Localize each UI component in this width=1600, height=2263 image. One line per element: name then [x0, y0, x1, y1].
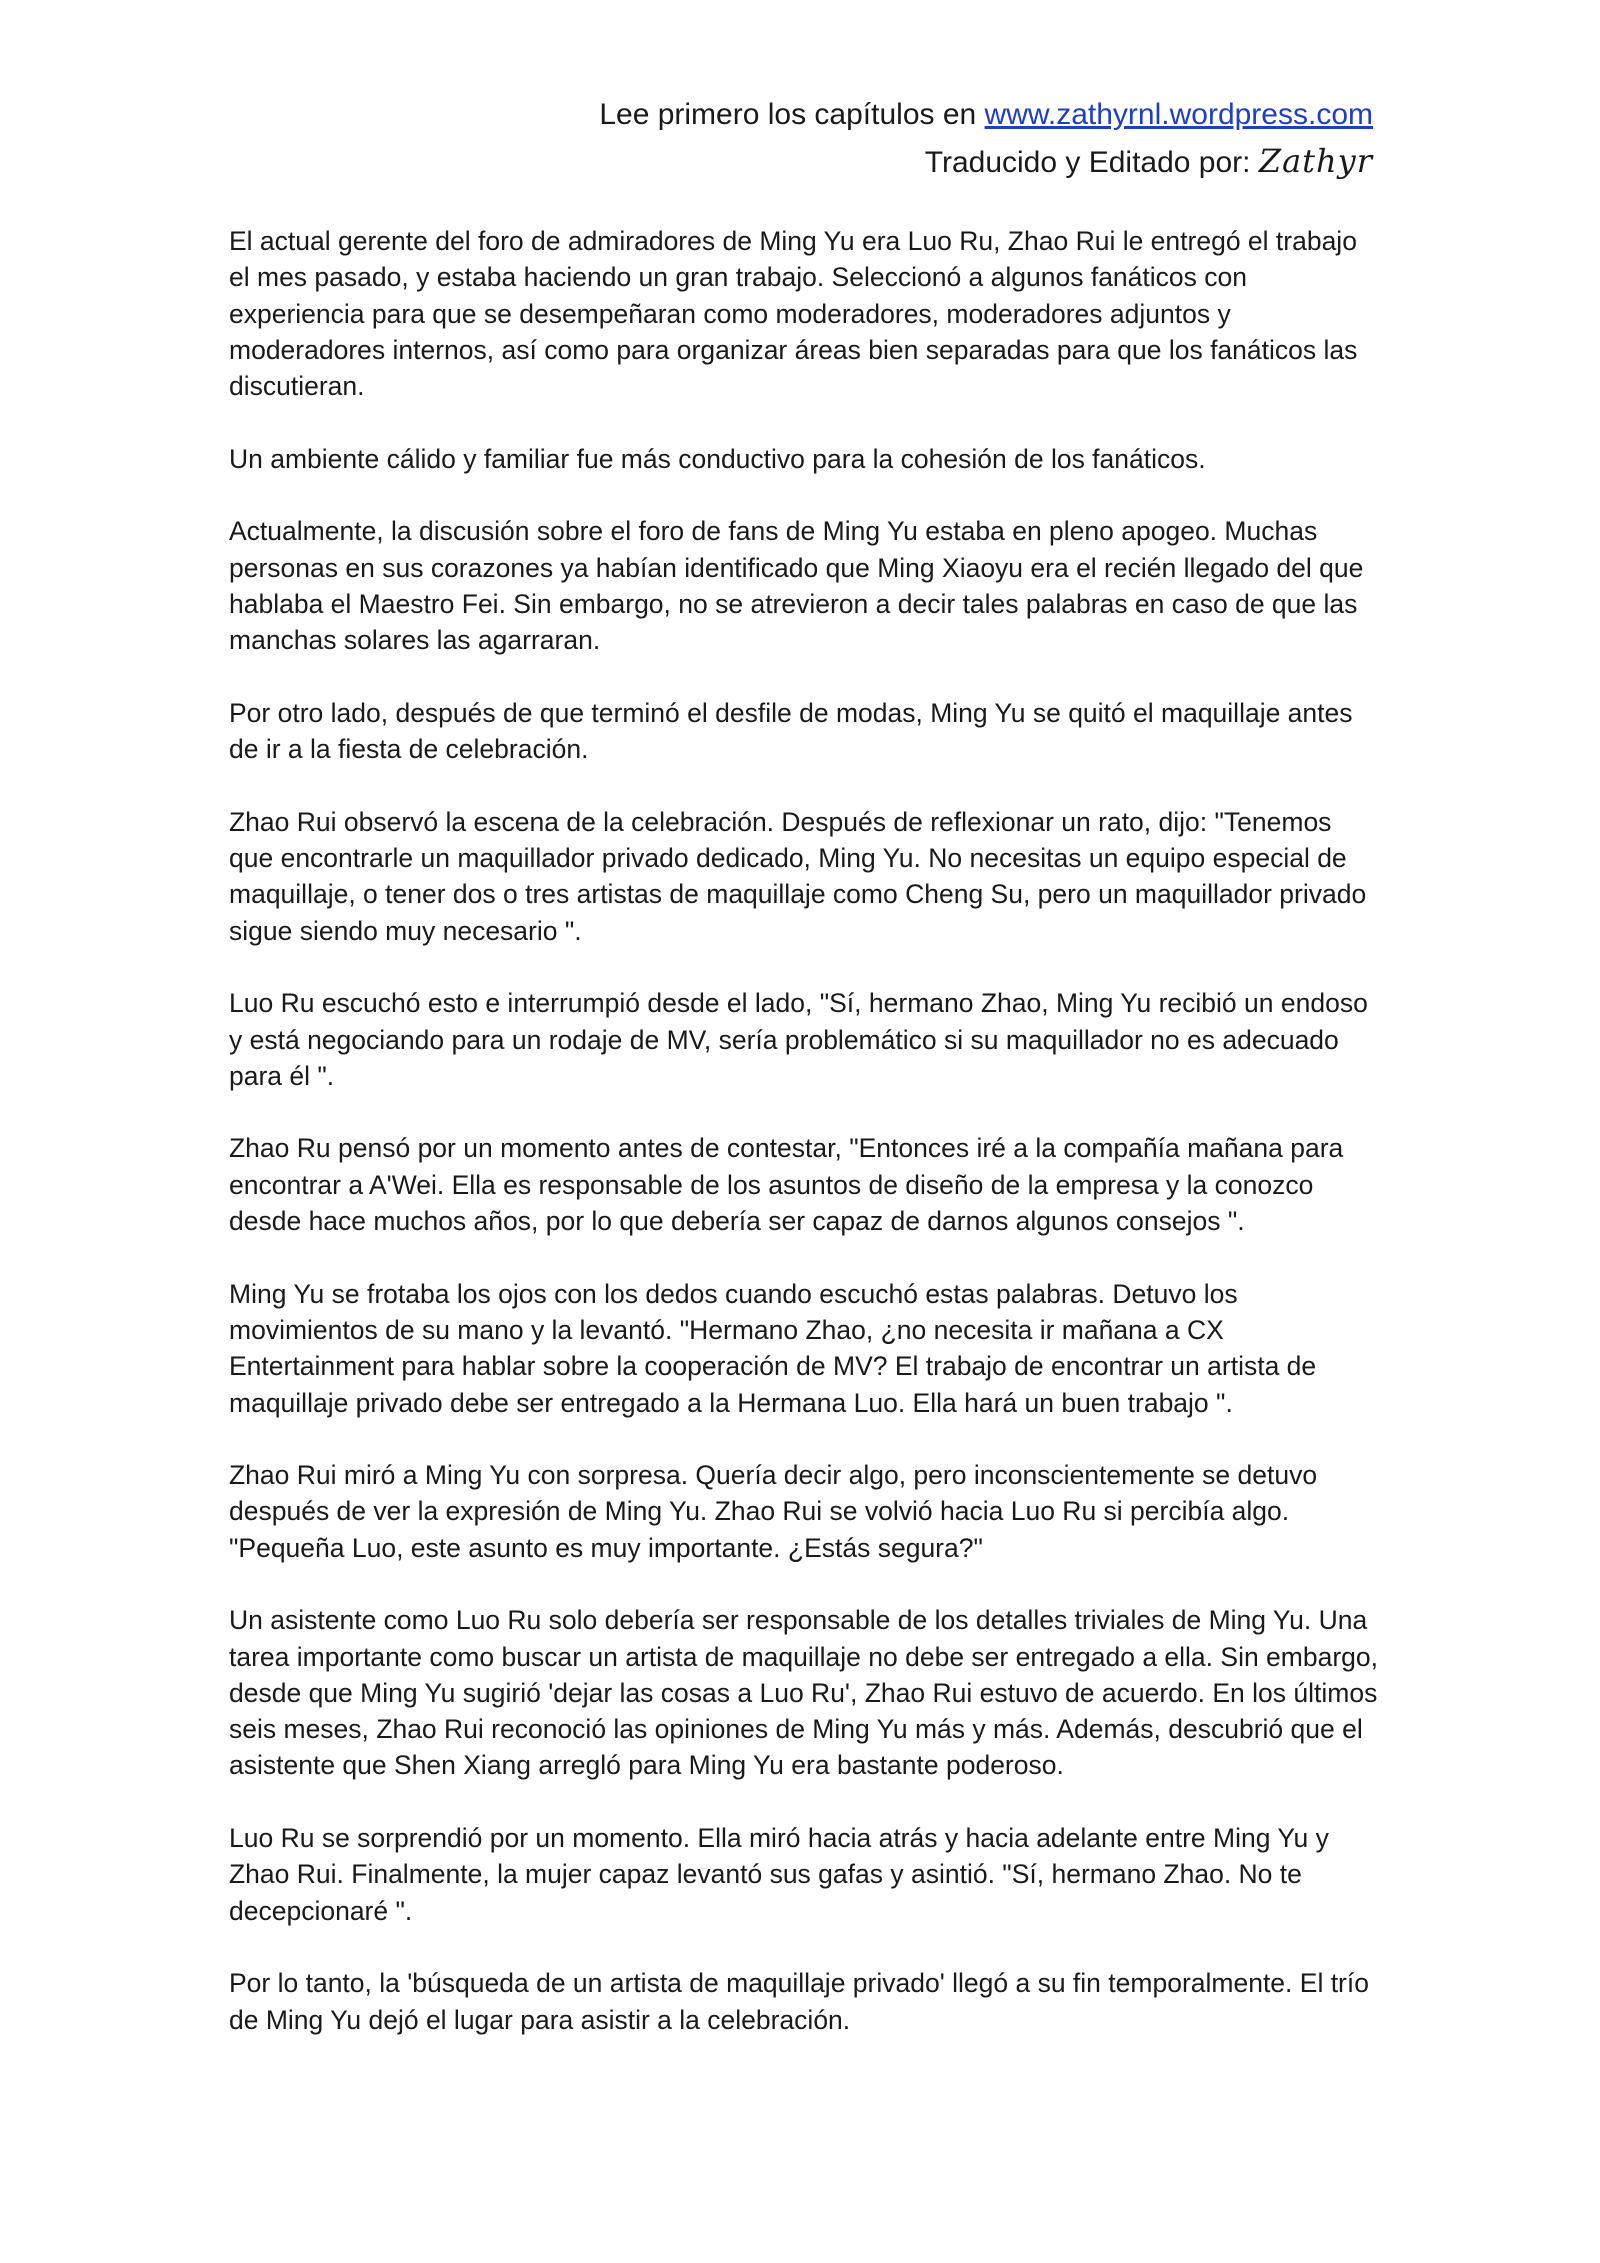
- paragraph: Luo Ru escuchó esto e interrumpió desde el lado, "Sí, hermano Zhao, Ming Yu recibió un endoso y está negociando para un rodaje de MV, sería problemático si su maquillador no es adecuado para él ".: [229, 988, 1368, 1091]
- paragraph: El actual gerente del foro de admiradores de Ming Yu era Luo Ru, Zhao Rui le entregó el trabajo el mes pasado, y estaba haciendo un gran trabajo. Seleccionó a algunos fanáticos con experiencia para que se desempeñaran como moderadores, moderadores adjuntos y moderadores internos, así como para organizar áreas bien separadas para que los fanáticos las discutieran.: [229, 226, 1358, 402]
- paragraph: Actualmente, la discusión sobre el foro de fans de Ming Yu estaba en pleno apogeo. Muchas personas en sus corazones ya habían identificado que Ming Xiaoyu era el recién llegado del que hablaba el Maestro Fei. Sin embargo, no se atrevieron a decir tales palabras en caso de que las manchas solares las agarraran.: [229, 516, 1364, 656]
- page-header: [599, 92, 1373, 186]
- paragraph: Un asistente como Luo Ru solo debería ser responsable de los detalles triviales de Ming Yu. Una tarea importante como buscar un artista de maquillaje no debe ser entregado a ella. Sin embargo, desde que Ming Yu sugirió 'dejar las cosas a Luo Ru', Zhao Rui estuvo de acuerdo. En los últimos seis meses, Zhao Rui reconoció las opiniones de Ming Yu más y más. Además, descubrió que el asistente que Shen Xiang arregló para Ming Yu era bastante poderoso.: [229, 1605, 1379, 1781]
- translator-line: [599, 138, 1373, 186]
- read-first-text: Lee primero los capítulos en: [599, 98, 985, 131]
- paragraph: Un ambiente cálido y familiar fue más conductivo para la cohesión de los fanáticos.: [229, 443, 1206, 474]
- paragraph: Zhao Rui miró a Ming Yu con sorpresa. Quería decir algo, pero inconscientemente se detuvo después de ver la expresión de Ming Yu. Zhao Rui se volvió hacia Luo Ru si percibía algo. "Pequeña Luo, este asunto es muy importante. ¿Estás segura?": [229, 1460, 1318, 1563]
- translated-by-text: Traducido y Editado por:: [924, 146, 1259, 179]
- read-first-line: [599, 92, 1373, 138]
- translator-signature: Zathyr: [1258, 142, 1373, 180]
- paragraph: Luo Ru se sorprendió por un momento. Ella miró hacia atrás y hacia adelante entre Ming Yu y Zhao Rui. Finalmente, la mujer capaz levantó sus gafas y asintió. "Sí, hermano Zhao. No te decepcionaré ".: [229, 1823, 1329, 1926]
- paragraph: Por lo tanto, la 'búsqueda de un artista de maquillaje privado' llegó a su fin temporalmente. El trío de Ming Yu dejó el lugar para asistir a la celebración.: [229, 1968, 1369, 2035]
- document-body: [229, 223, 1379, 2074]
- paragraph: Ming Yu se frotaba los ojos con los dedos cuando escuchó estas palabras. Detuvo los movimientos de su mano y la levantó. "Hermano Zhao, ¿no necesita ir mañana a CX Entertainment para hablar sobre la cooperación de MV? El trabajo de encontrar un artista de maquillaje privado debe ser entregado a la Hermana Luo. Ella hará un buen trabajo ".: [229, 1278, 1317, 1418]
- paragraph: Zhao Rui observó la escena de la celebración. Después de reflexionar un rato, dijo: "Tenemos que encontrarle un maquillador privado dedicado, Ming Yu. No necesitas un equipo especial de maquillaje, o tener dos o tres artistas de maquillaje como Cheng Su, pero un maquillador privado sigue siendo muy necesario ".: [229, 806, 1367, 946]
- paragraph: Por otro lado, después de que terminó el desfile de modas, Ming Yu se quitó el maquillaje antes de ir a la fiesta de celebración.: [229, 697, 1353, 765]
- site-link[interactable]: www.zathyrnl.wordpress.com: [984, 98, 1373, 131]
- paragraph: Zhao Ru pensó por un momento antes de contestar, "Entonces iré a la compañía mañana para encontrar a A'Wei. Ella es responsable de los asuntos de diseño de la empresa y la conozco desde hace muchos años, por lo que debería ser capaz de darnos algunos consejos ".: [229, 1133, 1344, 1237]
